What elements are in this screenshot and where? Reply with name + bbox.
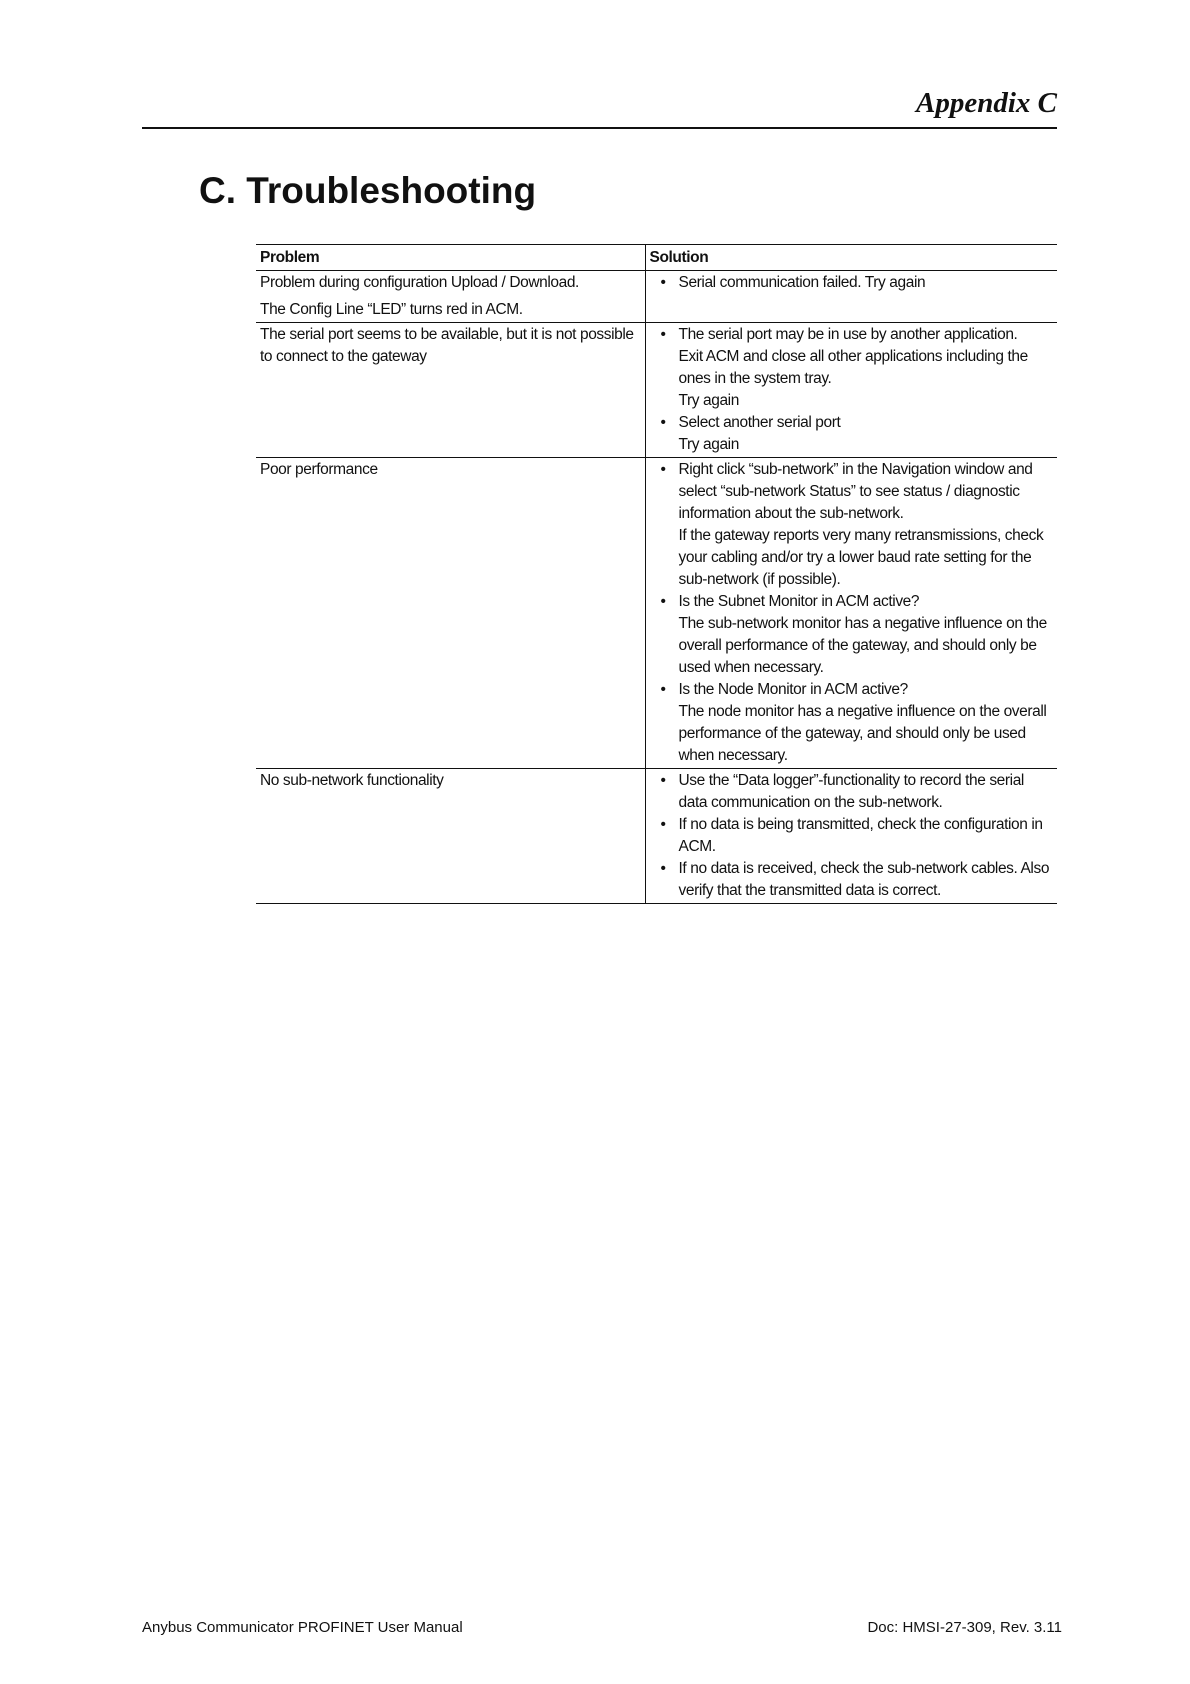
solution-item [650, 459, 1054, 591]
solution-text: If no data is being transmitted, check the configuration in ACM. [678, 816, 1043, 855]
problem-cell [256, 458, 645, 769]
table-header-row [256, 245, 1057, 271]
header-rule [142, 127, 1057, 129]
solution-text: Exit ACM and close all other applications including the ones in the system tray. [678, 348, 1028, 387]
table-row [256, 323, 1057, 458]
solution-text: The node monitor has a negative influence on the overall performance of the gateway, and should only be used when necessary. [678, 703, 1047, 764]
solution-text: Select another serial port [678, 414, 841, 431]
problem-text: Problem during configuration Upload / Download. [260, 274, 579, 291]
problem-column-header: Problem [260, 249, 320, 266]
page-title: C. Troubleshooting [199, 170, 537, 211]
bullet-icon: • [660, 326, 666, 343]
solution-cell [645, 769, 1057, 904]
bullet-icon: • [660, 414, 666, 431]
bullet-icon: • [660, 772, 666, 789]
problem-text: The serial port seems to be available, but it is not possible to connect to the gateway [260, 326, 634, 365]
solution-item [650, 814, 1054, 858]
troubleshooting-table [256, 244, 1057, 904]
solution-item [650, 591, 1054, 679]
solution-item [650, 412, 1054, 456]
appendix-label: Appendix C [916, 87, 1057, 119]
bullet-icon: • [660, 274, 666, 291]
solution-item [650, 272, 1054, 294]
table-row [256, 769, 1057, 904]
solution-text: The serial port may be in use by another application. [678, 326, 1018, 343]
solution-list [650, 324, 1054, 456]
problem-cell [256, 769, 645, 904]
footer-manual-title: Anybus Communicator PROFINET User Manual [142, 1619, 463, 1636]
bullet-icon: • [660, 593, 666, 610]
solution-column-header: Solution [645, 245, 1057, 271]
solution-item [650, 679, 1054, 767]
problem-text: The Config Line “LED” turns red in ACM. [260, 301, 523, 318]
problem-text: Poor performance [260, 461, 378, 478]
solution-text: If no data is received, check the sub-network cables. Also verify that the transmitted data is correct. [678, 860, 1050, 899]
solution-list [650, 770, 1054, 902]
bullet-icon: • [660, 816, 666, 833]
solution-text: Use the “Data logger”-functionality to record the serial data communication on the sub-network. [678, 772, 1024, 811]
bullet-icon: • [660, 681, 666, 698]
solution-text: The sub-network monitor has a negative influence on the overall performance of the gateway, and should only be used when necessary. [678, 615, 1047, 676]
problem-cell [256, 271, 645, 323]
solution-list [650, 272, 1054, 294]
solution-item [650, 770, 1054, 814]
table-row [256, 271, 1057, 323]
solution-text: If the gateway reports very many retransmissions, check your cabling and/or try a lower baud rate setting for the sub-network (if possible). [678, 527, 1044, 588]
bullet-icon: • [660, 860, 666, 877]
solution-item [650, 858, 1054, 902]
solution-item [650, 324, 1054, 412]
solution-text: Serial communication failed. Try again [678, 274, 926, 291]
solution-cell [645, 458, 1057, 769]
solution-text: Try again [678, 392, 739, 409]
table-row [256, 458, 1057, 769]
solution-text: Is the Node Monitor in ACM active? [678, 681, 908, 698]
bullet-icon: • [660, 461, 666, 478]
solution-cell [645, 323, 1057, 458]
solution-cell [645, 271, 1057, 323]
solution-list [650, 459, 1054, 767]
solution-text: Try again [678, 436, 739, 453]
footer-doc-number: Doc: HMSI-27-309, Rev. 3.11 [867, 1619, 1062, 1636]
problem-cell [256, 323, 645, 458]
problem-text: No sub-network functionality [260, 772, 444, 789]
solution-text: Right click “sub-network” in the Navigation window and select “sub-network Status” to see status / diagnostic information about the sub-network. [678, 461, 1033, 522]
solution-text: Is the Subnet Monitor in ACM active? [678, 593, 920, 610]
